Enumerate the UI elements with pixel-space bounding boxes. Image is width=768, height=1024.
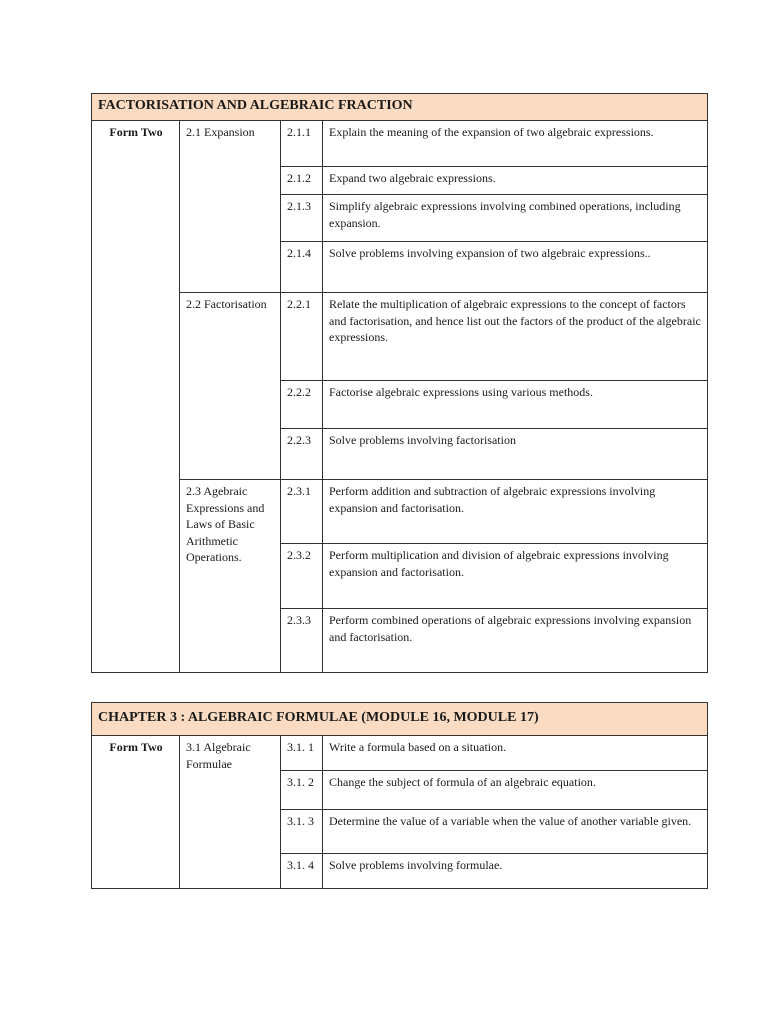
- item-code: 2.3.3: [281, 609, 323, 673]
- item-description: Factorise algebraic expressions using various methods.: [323, 381, 708, 429]
- item-description: Determine the value of a variable when the value of another variable given.: [323, 810, 708, 854]
- item-description: Write a formula based on a situation.: [323, 736, 708, 771]
- syllabus-table-factorisation: [91, 93, 708, 673]
- item-code: 3.1. 1: [281, 736, 323, 771]
- item-code: 2.1.1: [281, 121, 323, 167]
- syllabus-table-algebraic-formulae: [91, 702, 708, 889]
- item-code: 3.1. 3: [281, 810, 323, 854]
- topic-label: 2.3 Agebraic Expressions and Laws of Basic Arithmetic Operations.: [180, 480, 281, 673]
- item-description: Solve problems involving expansion of two algebraic expressions..: [323, 242, 708, 293]
- item-code: 2.1.2: [281, 167, 323, 195]
- item-description: Relate the multiplication of algebraic expressions to the concept of factors and factorisation, and hence list out the factors of the product of the algebraic expressions.: [323, 293, 708, 381]
- item-code: 2.3.1: [281, 480, 323, 544]
- item-description: Solve problems involving factorisation: [323, 429, 708, 480]
- item-code: 2.1.4: [281, 242, 323, 293]
- item-code: 2.1.3: [281, 195, 323, 242]
- item-code: 3.1. 4: [281, 854, 323, 889]
- item-description: Perform addition and subtraction of algebraic expressions involving expansion and factorisation.: [323, 480, 708, 544]
- item-description: Expand two algebraic expressions.: [323, 167, 708, 195]
- item-description: Simplify algebraic expressions involving combined operations, including expansion.: [323, 195, 708, 242]
- item-code: 2.2.3: [281, 429, 323, 480]
- item-description: Explain the meaning of the expansion of two algebraic expressions.: [323, 121, 708, 167]
- table-title: CHAPTER 3 : ALGEBRAIC FORMULAE (MODULE 16, MODULE 17): [92, 703, 708, 736]
- item-description: Solve problems involving formulae.: [323, 854, 708, 889]
- item-code: 3.1. 2: [281, 771, 323, 810]
- item-code: 2.3.2: [281, 544, 323, 609]
- table-title: FACTORISATION AND ALGEBRAIC FRACTION: [92, 94, 708, 121]
- item-code: 2.2.1: [281, 293, 323, 381]
- item-description: Change the subject of formula of an algebraic equation.: [323, 771, 708, 810]
- topic-label: 2.2 Factorisation: [180, 293, 281, 480]
- topic-label: 3.1 Algebraic Formulae: [180, 736, 281, 889]
- item-description: Perform multiplication and division of algebraic expressions involving expansion and factorisation.: [323, 544, 708, 609]
- topic-label: 2.1 Expansion: [180, 121, 281, 293]
- form-label: Form Two: [92, 736, 180, 889]
- form-label: Form Two: [92, 121, 180, 673]
- item-code: 2.2.2: [281, 381, 323, 429]
- item-description: Perform combined operations of algebraic expressions involving expansion and factorisation.: [323, 609, 708, 673]
